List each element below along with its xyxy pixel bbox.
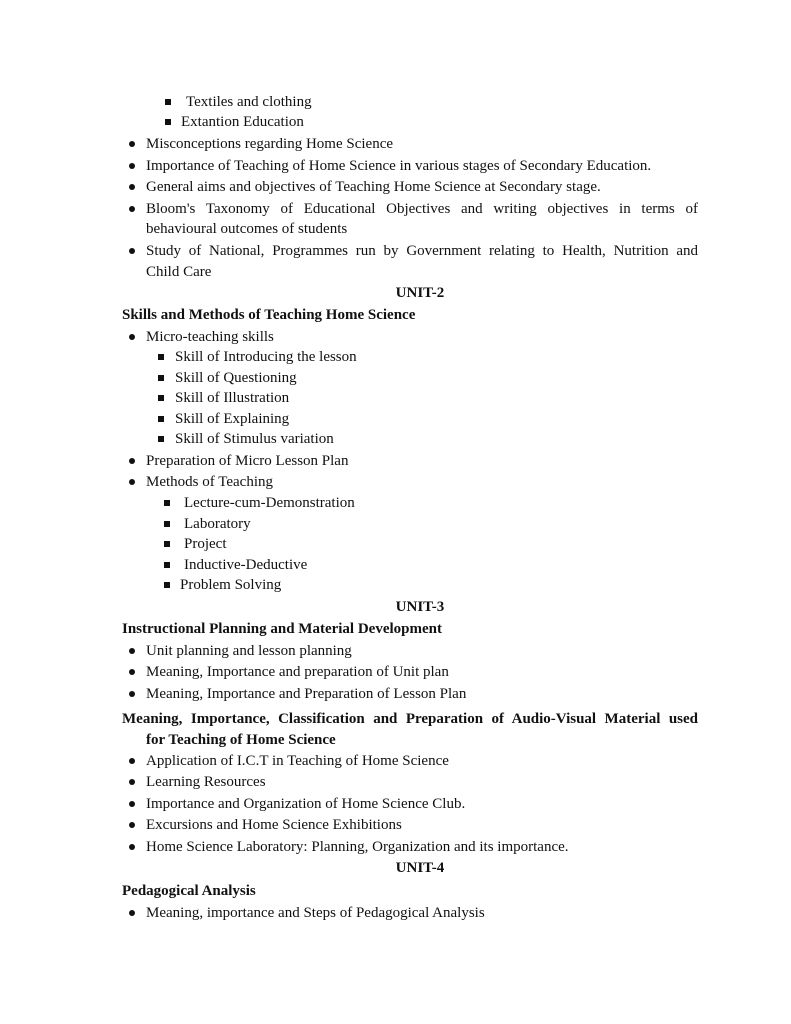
list-item: Importance and Organization of Home Science Club.: [146, 796, 466, 812]
list-item: Textiles and clothing: [186, 94, 312, 110]
list-item: Problem Solving: [180, 577, 282, 593]
bullet-icon: [129, 691, 135, 697]
square-bullet-icon: [158, 436, 164, 442]
list-item: Skill of Questioning: [175, 370, 297, 386]
bullet-icon: [129, 141, 135, 147]
bullet-icon: [129, 479, 135, 485]
square-bullet-icon: [164, 500, 170, 506]
list-item: Learning Resources: [146, 774, 266, 790]
square-bullet-icon: [164, 562, 170, 568]
list-item: Inductive-Deductive: [184, 557, 308, 573]
list-item: Application of I.C.T in Teaching of Home Science: [146, 753, 449, 769]
square-bullet-icon: [158, 354, 164, 360]
bullet-icon: [129, 248, 135, 254]
list-item: Micro-teaching skills: [146, 329, 274, 345]
list-item: Home Science Laboratory: Planning, Organization and its importance.: [146, 839, 569, 855]
list-item: Skill of Introducing the lesson: [175, 349, 357, 365]
list-item: Unit planning and lesson planning: [146, 643, 352, 659]
square-bullet-icon: [164, 541, 170, 547]
bullet-icon: [129, 458, 135, 464]
square-bullet-icon: [164, 521, 170, 527]
bullet-icon: [129, 801, 135, 807]
list-item-continuation: Child Care: [146, 264, 212, 280]
unit-heading: UNIT-2: [395, 285, 445, 301]
section-title: Skills and Methods of Teaching Home Science: [122, 307, 416, 323]
subsection-title: Meaning, Importance, Classification and Preparation of Audio-Visual Material used: [122, 711, 698, 727]
list-item: Skill of Explaining: [175, 411, 290, 427]
bullet-icon: [129, 669, 135, 675]
list-item: Misconceptions regarding Home Science: [146, 136, 394, 152]
list-item: Importance of Teaching of Home Science in various stages of Secondary Education.: [146, 158, 652, 174]
bullet-icon: [129, 758, 135, 764]
list-item: Skill of Illustration: [175, 390, 290, 406]
bullet-icon: [129, 822, 135, 828]
list-item: Meaning, Importance and preparation of Unit plan: [146, 664, 449, 680]
square-bullet-icon: [158, 395, 164, 401]
unit-heading: UNIT-3: [395, 599, 445, 615]
unit-heading: UNIT-4: [395, 860, 445, 876]
list-item: Meaning, importance and Steps of Pedagogical Analysis: [146, 905, 485, 921]
list-item: Extantion Education: [181, 114, 304, 130]
bullet-icon: [129, 163, 135, 169]
list-item: Skill of Stimulus variation: [175, 431, 334, 447]
subsection-title-continuation: for Teaching of Home Science: [146, 732, 336, 748]
list-item: Meaning, Importance and Preparation of Lesson Plan: [146, 686, 467, 702]
bullet-icon: [129, 184, 135, 190]
list-item: Methods of Teaching: [146, 474, 273, 490]
section-title: Pedagogical Analysis: [122, 883, 256, 899]
list-item: Lecture-cum-Demonstration: [184, 495, 355, 511]
section-title: Instructional Planning and Material Development: [122, 621, 443, 637]
bullet-icon: [129, 334, 135, 340]
list-item: Bloom's Taxonomy of Educational Objectives and writing objectives in terms of: [146, 201, 698, 217]
square-bullet-icon: [158, 416, 164, 422]
square-bullet-icon: [164, 582, 170, 588]
list-item: General aims and objectives of Teaching Home Science at Secondary stage.: [146, 179, 601, 195]
bullet-icon: [129, 648, 135, 654]
square-bullet-icon: [158, 375, 164, 381]
list-item: Project: [184, 536, 227, 552]
bullet-icon: [129, 779, 135, 785]
bullet-icon: [129, 206, 135, 212]
square-bullet-icon: [165, 99, 171, 105]
bullet-icon: [129, 844, 135, 850]
list-item: Study of National, Programmes run by Government relating to Health, Nutrition and: [146, 243, 698, 259]
list-item: Excursions and Home Science Exhibitions: [146, 817, 402, 833]
list-item: Preparation of Micro Lesson Plan: [146, 453, 349, 469]
square-bullet-icon: [165, 119, 171, 125]
bullet-icon: [129, 910, 135, 916]
list-item-continuation: behavioural outcomes of students: [146, 221, 348, 237]
list-item: Laboratory: [184, 516, 251, 532]
